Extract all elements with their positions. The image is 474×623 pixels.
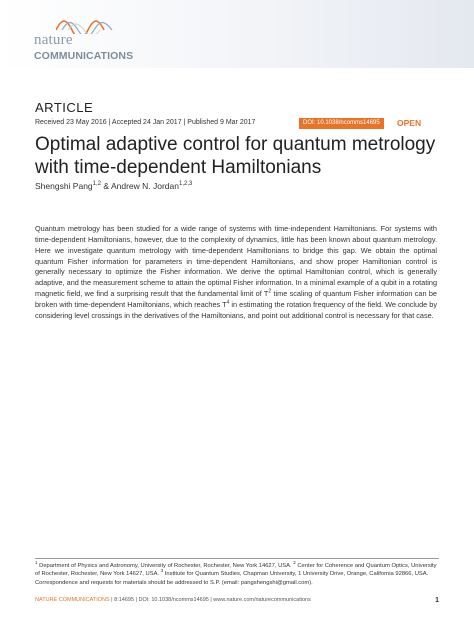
affiliation-number: 1 bbox=[35, 560, 38, 566]
abstract-text: time scaling of quantum Fisher information can be broken with time-dependent Hamiltonians, which reaches T bbox=[35, 289, 437, 309]
open-access-label: OPEN bbox=[397, 118, 422, 128]
doi-badge[interactable]: DOI: 10.1038/ncomms14695 bbox=[299, 118, 384, 129]
abstract-text: in estimating the rotation frequency of the field. We conclude by considering level crossings in the derivatives of the Hamiltonians, and point out additional control is necessary for that case. bbox=[35, 299, 437, 320]
footer-journal-name: NATURE COMMUNICATIONS bbox=[35, 597, 110, 603]
article-title: Optimal adaptive control for quantum metrology with time-dependent Hamiltonians bbox=[35, 134, 436, 178]
page-number: 1 bbox=[435, 597, 439, 604]
page-footer bbox=[35, 597, 439, 607]
journal-logo[interactable] bbox=[34, 16, 144, 62]
affiliation-number: 3 bbox=[160, 568, 164, 574]
affiliation-text: Center for Coherence and Quantum Optics, University of Rochester, Rochester, New York 14627, USA. bbox=[35, 563, 437, 578]
abstract bbox=[35, 224, 437, 322]
correspondence-note: Correspondence and requests for materials should be addressed to S.P. (email: pangshengshi@gmail.com). bbox=[35, 579, 313, 586]
abstract-superscript: 2 bbox=[268, 288, 272, 295]
logo-nature-text: nature bbox=[34, 32, 73, 48]
affiliation-text: Department of Physics and Astronomy, University of Rochester, Rochester, New York 14627, USA. bbox=[37, 563, 294, 569]
affiliation-text: Institute for Quantum Studies, Chapman University, 1 University Drive, Orange, California 92866, USA. bbox=[163, 571, 429, 578]
author-affiliation-mark: 1,2 bbox=[92, 181, 102, 188]
article-type-label: ARTICLE bbox=[35, 100, 94, 115]
author-list bbox=[35, 181, 192, 191]
footer-citation: | 8:14695 | DOI: 10.1038/ncomms14695 | www.nature.com/naturecommunications bbox=[109, 597, 311, 603]
footnote-divider bbox=[35, 558, 439, 559]
abstract-superscript: 4 bbox=[226, 299, 230, 306]
logo-communications-text: COMMUNICATIONS bbox=[34, 50, 134, 62]
author-separator: & bbox=[101, 181, 111, 191]
affiliation-number: 2 bbox=[293, 560, 296, 566]
affiliations bbox=[35, 562, 439, 587]
author-affiliation-mark: 1,2,3 bbox=[179, 181, 193, 188]
abstract-text: Quantum metrology has been studied for a wide range of systems with time-independent Hamiltonians. For systems with time-dependent Hamiltonians, however, due to the complexity of dynamics, little has been known about quantum metrology. Here we investigate quantum metrology with time-dependent Hamiltonians to bridge this gap. We obtain the optimal quantum Fisher information for parameters in time-dependent Hamiltonians, and show proper Hamiltonian control is generally necessary to optimize the Fisher information. We derive the optimal Hamiltonian control, which is generally adaptive, and the measurement scheme to attain the optimal Fisher information. In a minimal example of a qubit in a rotating magnetic field, we find a surprising result that the fundamental limit of T bbox=[35, 224, 437, 299]
author-name[interactable]: Shengshi Pang bbox=[35, 181, 93, 191]
author-name[interactable]: Andrew N. Jordan bbox=[110, 181, 179, 191]
publication-dates: Received 23 May 2016 | Accepted 24 Jan 2017 | Published 9 Mar 2017 bbox=[35, 119, 256, 126]
